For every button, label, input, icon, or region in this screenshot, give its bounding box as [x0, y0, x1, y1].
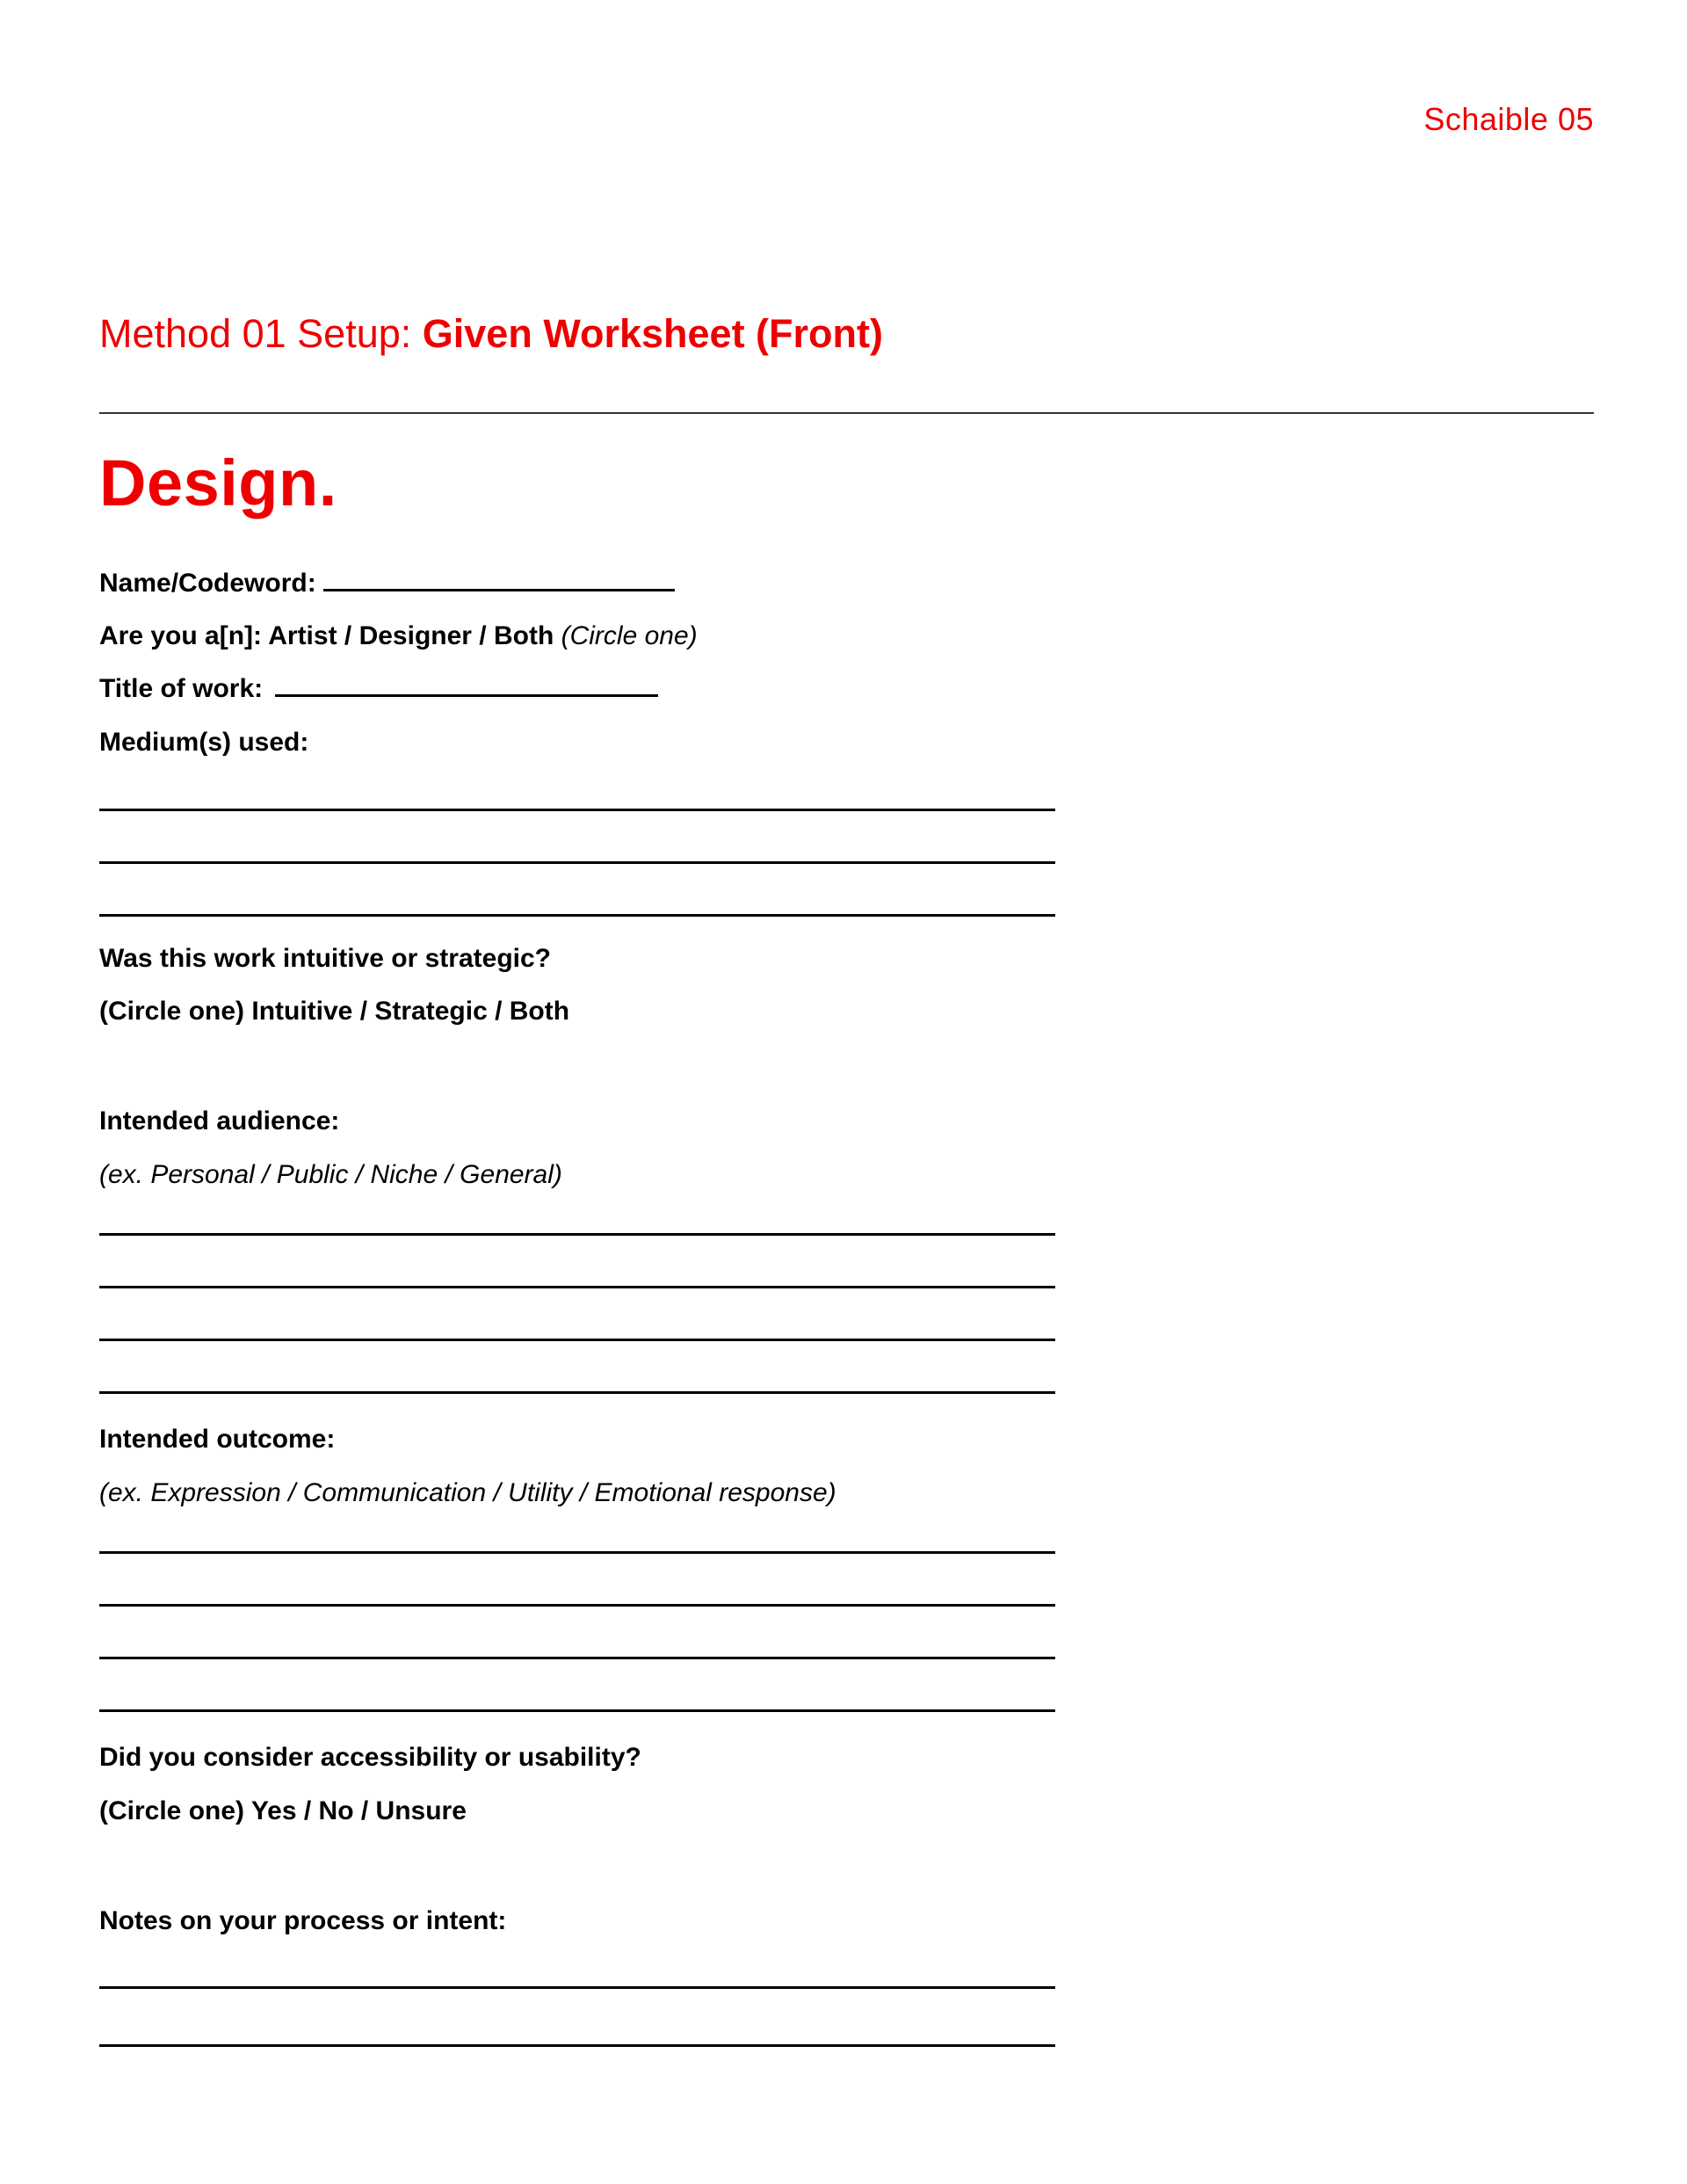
outcome-line[interactable]: [99, 1604, 1055, 1607]
audience-line[interactable]: [99, 1391, 1055, 1394]
outcome-label: Intended outcome:: [99, 1425, 336, 1454]
outcome-line[interactable]: [99, 1551, 1055, 1554]
audience-label: Intended audience:: [99, 1107, 340, 1136]
title-label: Title of work:: [99, 674, 264, 703]
outcome-line[interactable]: [99, 1709, 1055, 1712]
audience-line[interactable]: [99, 1339, 1055, 1341]
section-title-bold: Given Worksheet (Front): [422, 311, 883, 356]
notes-line[interactable]: [99, 2044, 1055, 2047]
section-title-prefix: Method 01 Setup:: [99, 311, 423, 356]
approach-question: Was this work intuitive or strategic?: [99, 944, 551, 973]
approach-options[interactable]: (Circle one) Intuitive / Strategic / Both: [99, 997, 570, 1026]
notes-label: Notes on your process or intent:: [99, 1906, 507, 1935]
outcome-examples: (ex. Expression / Communication / Utility / Emotional response): [99, 1478, 836, 1507]
medium-label: Medium(s) used:: [99, 728, 309, 757]
horizontal-rule: [99, 412, 1594, 414]
role-hint: (Circle one): [561, 621, 698, 650]
name-field[interactable]: [99, 567, 675, 600]
name-label: Name/Codeword:: [99, 569, 316, 598]
medium-line[interactable]: [99, 809, 1055, 811]
role-label: Are you a[n]: Artist / Designer / Both: [99, 621, 554, 650]
name-blank[interactable]: [323, 568, 675, 591]
medium-line[interactable]: [99, 861, 1055, 864]
page-heading: Design.: [99, 446, 337, 519]
medium-line[interactable]: [99, 914, 1055, 917]
accessibility-question: Did you consider accessibility or usability?: [99, 1743, 641, 1772]
notes-line[interactable]: [99, 1986, 1055, 1989]
title-blank[interactable]: [275, 673, 658, 697]
page-label: Schaible 05: [1423, 101, 1594, 137]
audience-line[interactable]: [99, 1233, 1055, 1236]
title-field[interactable]: [99, 672, 658, 706]
outcome-line[interactable]: [99, 1657, 1055, 1659]
accessibility-options[interactable]: (Circle one) Yes / No / Unsure: [99, 1796, 467, 1825]
audience-line[interactable]: [99, 1286, 1055, 1288]
role-field: [99, 620, 698, 653]
audience-examples: (ex. Personal / Public / Niche / General): [99, 1160, 562, 1189]
section-title: [99, 309, 883, 359]
